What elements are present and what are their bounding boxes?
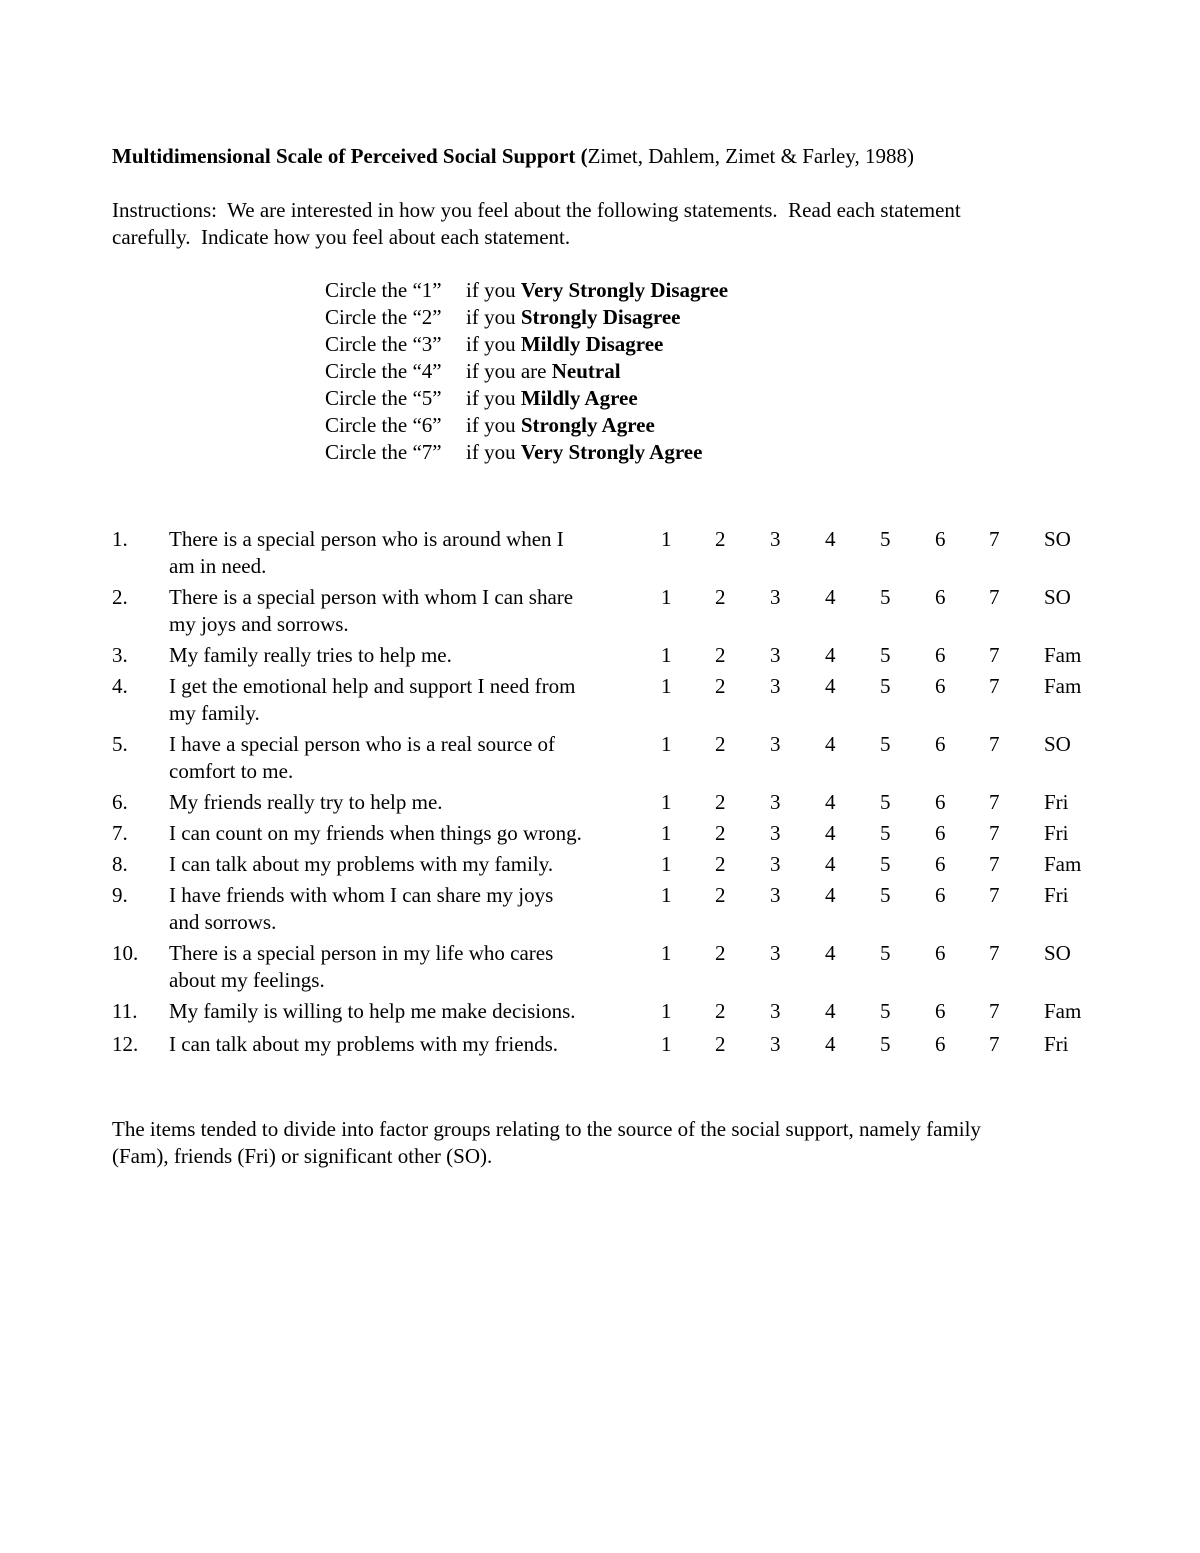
- rating-option-5[interactable]: 5: [880, 674, 891, 698]
- scale-label: Neutral: [551, 359, 621, 383]
- rating-option-4[interactable]: 4: [825, 941, 836, 965]
- rating-option-3[interactable]: 3: [770, 883, 781, 907]
- scale-label: Very Strongly Agree: [520, 440, 703, 464]
- item-row: [112, 820, 1112, 847]
- rating-option-4[interactable]: 4: [825, 790, 836, 814]
- scale-prefix: if you are: [466, 359, 552, 383]
- rating-option-5[interactable]: 5: [880, 821, 891, 845]
- rating-option-6[interactable]: 6: [935, 585, 946, 609]
- scale-description: [466, 331, 663, 358]
- item-statement: [169, 584, 639, 638]
- rating-option-1[interactable]: 1: [661, 790, 672, 814]
- item-number: 6.: [112, 790, 128, 814]
- rating-option-2[interactable]: 2: [715, 1032, 726, 1056]
- rating-option-7[interactable]: 7: [989, 643, 1000, 667]
- rating-option-6[interactable]: 6: [935, 941, 946, 965]
- item-factor: Fri: [1044, 790, 1069, 814]
- rating-option-3[interactable]: 3: [770, 1032, 781, 1056]
- item-statement-line: my family.: [169, 701, 260, 725]
- item-row: [112, 882, 1112, 936]
- item-statement-line: I have friends with whom I can share my joys: [169, 883, 554, 907]
- rating-option-2[interactable]: 2: [715, 999, 726, 1023]
- rating-option-6[interactable]: 6: [935, 1032, 946, 1056]
- rating-option-7[interactable]: 7: [989, 674, 1000, 698]
- item-statement-line: I can count on my friends when things go wrong.: [169, 821, 582, 845]
- rating-option-3[interactable]: 3: [770, 790, 781, 814]
- rating-option-6[interactable]: 6: [935, 527, 946, 551]
- rating-option-7[interactable]: 7: [989, 821, 1000, 845]
- scale-row: [325, 331, 728, 358]
- rating-option-7[interactable]: 7: [989, 1032, 1000, 1056]
- rating-option-2[interactable]: 2: [715, 585, 726, 609]
- item-statement-line: There is a special person who is around when I: [169, 527, 564, 551]
- item-number: 1.: [112, 527, 128, 551]
- scale-description: [466, 439, 702, 466]
- item-factor: Fam: [1044, 674, 1082, 698]
- rating-option-7[interactable]: 7: [989, 852, 1000, 876]
- rating-option-3[interactable]: 3: [770, 674, 781, 698]
- scale-circle-text: Circle the “5”: [325, 386, 442, 410]
- rating-option-4[interactable]: 4: [825, 821, 836, 845]
- item-factor: Fam: [1044, 999, 1082, 1023]
- rating-option-3[interactable]: 3: [770, 585, 781, 609]
- instructions-line-2: carefully. Indicate how you feel about each statement.: [112, 225, 571, 249]
- rating-option-5[interactable]: 5: [880, 585, 891, 609]
- rating-option-4[interactable]: 4: [825, 732, 836, 756]
- rating-option-5[interactable]: 5: [880, 1032, 891, 1056]
- item-row: [112, 642, 1112, 669]
- scale-circle-text: Circle the “7”: [325, 440, 442, 464]
- scale-row: [325, 412, 728, 439]
- rating-option-1[interactable]: 1: [661, 821, 672, 845]
- item-number: 8.: [112, 852, 128, 876]
- item-factor: Fam: [1044, 852, 1082, 876]
- item-factor: SO: [1044, 527, 1071, 551]
- rating-option-2[interactable]: 2: [715, 674, 726, 698]
- rating-option-1[interactable]: 1: [661, 999, 672, 1023]
- item-statement: [169, 998, 639, 1025]
- item-statement-line: comfort to me.: [169, 759, 294, 783]
- item-factor: Fri: [1044, 1032, 1069, 1056]
- item-statement: [169, 642, 639, 669]
- item-statement: [169, 789, 639, 816]
- item-number: 2.: [112, 585, 128, 609]
- scale-row: [325, 385, 728, 412]
- scale-label: Strongly Disagree: [520, 305, 681, 329]
- rating-option-6[interactable]: 6: [935, 821, 946, 845]
- rating-option-4[interactable]: 4: [825, 852, 836, 876]
- item-statement: [169, 882, 639, 936]
- item-statement: [169, 673, 639, 727]
- rating-option-1[interactable]: 1: [661, 883, 672, 907]
- scale-description: [466, 304, 680, 331]
- rating-option-1[interactable]: 1: [661, 585, 672, 609]
- item-row: [112, 731, 1112, 785]
- rating-option-6[interactable]: 6: [935, 999, 946, 1023]
- rating-option-1[interactable]: 1: [661, 732, 672, 756]
- rating-option-3[interactable]: 3: [770, 821, 781, 845]
- scale-circle-text: Circle the “3”: [325, 332, 442, 356]
- item-row: [112, 851, 1112, 878]
- rating-option-3[interactable]: 3: [770, 732, 781, 756]
- instructions-line-1: Instructions: We are interested in how you feel about the following statements. Read each statement: [112, 198, 961, 222]
- rating-option-4[interactable]: 4: [825, 643, 836, 667]
- document-title: [112, 143, 914, 170]
- item-row: [112, 998, 1112, 1025]
- scale-description: [466, 412, 655, 439]
- rating-option-7[interactable]: 7: [989, 585, 1000, 609]
- footnote: [112, 1116, 1102, 1170]
- rating-option-4[interactable]: 4: [825, 1032, 836, 1056]
- rating-option-1[interactable]: 1: [661, 852, 672, 876]
- rating-option-7[interactable]: 7: [989, 790, 1000, 814]
- item-statement-line: There is a special person in my life who cares: [169, 941, 554, 965]
- title-citation: Zimet, Dahlem, Zimet & Farley, 1988): [587, 144, 915, 168]
- item-factor: SO: [1044, 941, 1071, 965]
- instructions: [112, 197, 1092, 251]
- item-factor: Fri: [1044, 821, 1069, 845]
- rating-option-2[interactable]: 2: [715, 643, 726, 667]
- rating-option-7[interactable]: 7: [989, 527, 1000, 551]
- scale-prefix: if you: [466, 440, 521, 464]
- rating-option-6[interactable]: 6: [935, 732, 946, 756]
- footnote-line-1: The items tended to divide into factor groups relating to the source of the social support, namely family: [112, 1117, 981, 1141]
- item-statement: [169, 940, 639, 994]
- scale-description: [466, 385, 638, 412]
- item-statement: [169, 731, 639, 785]
- item-list: [112, 526, 1112, 1058]
- rating-option-4[interactable]: 4: [825, 999, 836, 1023]
- rating-option-7[interactable]: 7: [989, 941, 1000, 965]
- rating-option-1[interactable]: 1: [661, 674, 672, 698]
- item-number: 5.: [112, 732, 128, 756]
- rating-option-7[interactable]: 7: [989, 883, 1000, 907]
- scale-label: Mildly Disagree: [520, 332, 664, 356]
- rating-option-5[interactable]: 5: [880, 999, 891, 1023]
- item-statement: [169, 851, 639, 878]
- rating-option-4[interactable]: 4: [825, 883, 836, 907]
- rating-option-6[interactable]: 6: [935, 790, 946, 814]
- rating-option-6[interactable]: 6: [935, 883, 946, 907]
- scale-label: Strongly Agree: [520, 413, 655, 437]
- rating-option-3[interactable]: 3: [770, 941, 781, 965]
- scale-prefix: if you: [466, 386, 521, 410]
- rating-option-4[interactable]: 4: [825, 674, 836, 698]
- rating-option-6[interactable]: 6: [935, 852, 946, 876]
- item-factor: SO: [1044, 732, 1071, 756]
- rating-option-2[interactable]: 2: [715, 527, 726, 551]
- item-row: [112, 940, 1112, 994]
- rating-option-3[interactable]: 3: [770, 852, 781, 876]
- item-row: [112, 673, 1112, 727]
- item-row: [112, 584, 1112, 638]
- rating-option-2[interactable]: 2: [715, 852, 726, 876]
- rating-option-3[interactable]: 3: [770, 527, 781, 551]
- item-statement-line: I can talk about my problems with my friends.: [169, 1032, 559, 1056]
- scale-label: Very Strongly Disagree: [520, 278, 729, 302]
- item-number: 10.: [112, 941, 139, 965]
- scale-description: [466, 358, 621, 385]
- title-bold: Multidimensional Scale of Perceived Social Support (: [112, 144, 588, 168]
- item-statement-line: I have a special person who is a real source of: [169, 732, 556, 756]
- item-row: [112, 789, 1112, 816]
- rating-option-4[interactable]: 4: [825, 527, 836, 551]
- item-statement-line: and sorrows.: [169, 910, 277, 934]
- scale-circle-text: Circle the “6”: [325, 413, 442, 437]
- item-number: 3.: [112, 643, 128, 667]
- rating-option-6[interactable]: 6: [935, 674, 946, 698]
- scale-circle-text: Circle the “2”: [325, 305, 442, 329]
- rating-option-2[interactable]: 2: [715, 821, 726, 845]
- scale-description: [466, 277, 728, 304]
- item-row: [112, 526, 1112, 580]
- item-statement: [169, 1031, 639, 1058]
- scale-prefix: if you: [466, 278, 521, 302]
- scale-prefix: if you: [466, 413, 521, 437]
- footnote-line-2: (Fam), friends (Fri) or significant other (SO).: [112, 1144, 493, 1168]
- item-statement: [169, 526, 639, 580]
- item-statement-line: my joys and sorrows.: [169, 612, 349, 636]
- rating-option-5[interactable]: 5: [880, 732, 891, 756]
- item-number: 11.: [112, 999, 138, 1023]
- scale-row: [325, 277, 728, 304]
- item-number: 7.: [112, 821, 128, 845]
- item-statement-line: I get the emotional help and support I need from: [169, 674, 576, 698]
- rating-option-5[interactable]: 5: [880, 883, 891, 907]
- item-factor: Fam: [1044, 643, 1082, 667]
- item-number: 9.: [112, 883, 128, 907]
- rating-option-6[interactable]: 6: [935, 643, 946, 667]
- rating-option-5[interactable]: 5: [880, 527, 891, 551]
- item-number: 4.: [112, 674, 128, 698]
- rating-option-1[interactable]: 1: [661, 1032, 672, 1056]
- rating-option-1[interactable]: 1: [661, 643, 672, 667]
- rating-option-5[interactable]: 5: [880, 941, 891, 965]
- item-statement-line: My friends really try to help me.: [169, 790, 443, 814]
- scale-row: [325, 358, 728, 385]
- item-factor: Fri: [1044, 883, 1069, 907]
- rating-option-7[interactable]: 7: [989, 732, 1000, 756]
- item-number: 12.: [112, 1032, 139, 1056]
- scale-label: Mildly Agree: [520, 386, 638, 410]
- scale-circle-text: Circle the “4”: [325, 359, 442, 383]
- item-statement-line: am in need.: [169, 554, 267, 578]
- scale-prefix: if you: [466, 332, 521, 356]
- rating-option-1[interactable]: 1: [661, 527, 672, 551]
- rating-option-7[interactable]: 7: [989, 999, 1000, 1023]
- item-statement-line: There is a special person with whom I can share: [169, 585, 574, 609]
- scale-circle-text: Circle the “1”: [325, 278, 442, 302]
- rating-option-3[interactable]: 3: [770, 999, 781, 1023]
- rating-option-3[interactable]: 3: [770, 643, 781, 667]
- item-statement-line: My family really tries to help me.: [169, 643, 452, 667]
- rating-option-1[interactable]: 1: [661, 941, 672, 965]
- item-statement-line: about my feelings.: [169, 968, 325, 992]
- rating-option-2[interactable]: 2: [715, 883, 726, 907]
- rating-option-5[interactable]: 5: [880, 790, 891, 814]
- scale-row: [325, 439, 728, 466]
- response-scale-legend: [325, 277, 728, 466]
- rating-option-2[interactable]: 2: [715, 941, 726, 965]
- scale-prefix: if you: [466, 305, 521, 329]
- item-row: [112, 1031, 1112, 1058]
- item-statement-line: I can talk about my problems with my family.: [169, 852, 554, 876]
- scale-row: [325, 304, 728, 331]
- rating-option-5[interactable]: 5: [880, 852, 891, 876]
- item-factor: SO: [1044, 585, 1071, 609]
- rating-option-2[interactable]: 2: [715, 790, 726, 814]
- item-statement: [169, 820, 639, 847]
- rating-option-4[interactable]: 4: [825, 585, 836, 609]
- rating-option-5[interactable]: 5: [880, 643, 891, 667]
- item-statement-line: My family is willing to help me make decisions.: [169, 999, 576, 1023]
- rating-option-2[interactable]: 2: [715, 732, 726, 756]
